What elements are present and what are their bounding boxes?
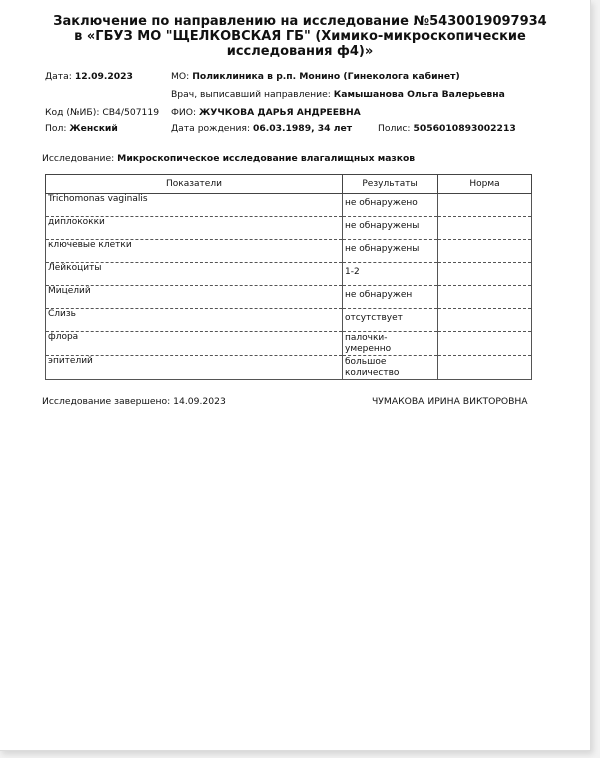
norm-cell [438, 332, 532, 356]
indicator-cell: эпителий [46, 356, 343, 380]
norm-cell [438, 217, 532, 240]
table-row [46, 263, 532, 286]
mo-value: Поликлиника в р.п. Монино (Гинеколога кабинет) [192, 71, 460, 82]
column-header-result: Результаты [343, 175, 438, 194]
result-cell [343, 332, 438, 356]
completion-date: Исследование завершено: 14.09.2023 [42, 396, 226, 407]
results-table [45, 174, 532, 380]
study-label: Исследование: [42, 153, 115, 164]
table-row [46, 332, 532, 356]
norm-cell [438, 240, 532, 263]
indicator-cell: флора [46, 332, 343, 356]
title-line-3: исследования ф4)» [226, 44, 374, 59]
title-line-2: в «ГБУЗ МО "ЩЕЛКОВСКАЯ ГБ" (Химико-микроскопические [74, 29, 526, 44]
norm-cell [438, 286, 532, 309]
lab-person-name: ЧУМАКОВА ИРИНА ВИКТОРОВНА [372, 396, 528, 407]
table-row [46, 356, 532, 380]
birth-field [171, 123, 352, 135]
result-cell: не обнаружены [343, 240, 438, 263]
code-value: СВ4/507119 [102, 107, 160, 118]
policy-field [378, 123, 516, 135]
result-line: большое [345, 357, 387, 367]
doctor-label: Врач, выписавший направление: [171, 89, 331, 100]
result-cell: не обнаружены [343, 217, 438, 240]
code-field [45, 107, 159, 119]
indicator-cell: ключевые клетки [46, 240, 343, 263]
norm-cell [438, 263, 532, 286]
indicator-cell: Слизь [46, 309, 343, 332]
indicator-cell: диплококки [46, 217, 343, 240]
policy-label: Полис: [378, 123, 411, 134]
result-cell: 1-2 [343, 263, 438, 286]
fio-field [171, 107, 361, 119]
table-row [46, 309, 532, 332]
policy-value: 5056010893002213 [413, 123, 516, 134]
title-line-1: Заключение по направлению на исследование №5430019097934 [53, 14, 547, 29]
sex-field [45, 123, 118, 135]
indicator-cell: Лейкоциты [46, 263, 343, 286]
fio-value: ЖУЧКОВА ДАРЬЯ АНДРЕЕВНА [199, 107, 361, 118]
indicator-cell: Trichomonas vaginalis [46, 194, 343, 217]
table-row [46, 217, 532, 240]
date-label: Дата: [45, 71, 72, 82]
study-field [42, 153, 415, 165]
study-value: Микроскопическое исследование влагалищных мазков [117, 153, 416, 164]
indicator-cell: Мицелий [46, 286, 343, 309]
table-header-row [46, 175, 532, 194]
result-cell: не обнаружен [343, 286, 438, 309]
code-label: Код (№ИБ): [45, 107, 100, 118]
sex-value: Женский [69, 123, 118, 134]
table-row [46, 240, 532, 263]
result-line: умеренно [345, 344, 392, 354]
document-title [40, 14, 560, 59]
mo-label: МО: [171, 71, 190, 82]
sex-label: Пол: [45, 123, 67, 134]
table-row [46, 286, 532, 309]
table-row [46, 194, 532, 217]
result-cell [343, 356, 438, 380]
date-value: 12.09.2023 [74, 71, 133, 82]
result-cell: отсутствует [343, 309, 438, 332]
norm-cell [438, 309, 532, 332]
doctor-field [171, 89, 505, 101]
mo-field [171, 71, 460, 83]
norm-cell [438, 194, 532, 217]
result-line: количество [345, 368, 400, 378]
column-header-indicator: Показатели [46, 175, 343, 194]
fio-label: ФИО: [171, 107, 197, 118]
result-line: палочки- [345, 333, 388, 343]
doctor-value: Камышанова Ольга Валерьевна [333, 89, 505, 100]
date-field [45, 71, 133, 83]
column-header-norm: Норма [438, 175, 532, 194]
birth-label: Дата рождения: [171, 123, 251, 134]
result-cell: не обнаружено [343, 194, 438, 217]
birth-value: 06.03.1989, 34 лет [252, 123, 353, 134]
norm-cell [438, 356, 532, 380]
